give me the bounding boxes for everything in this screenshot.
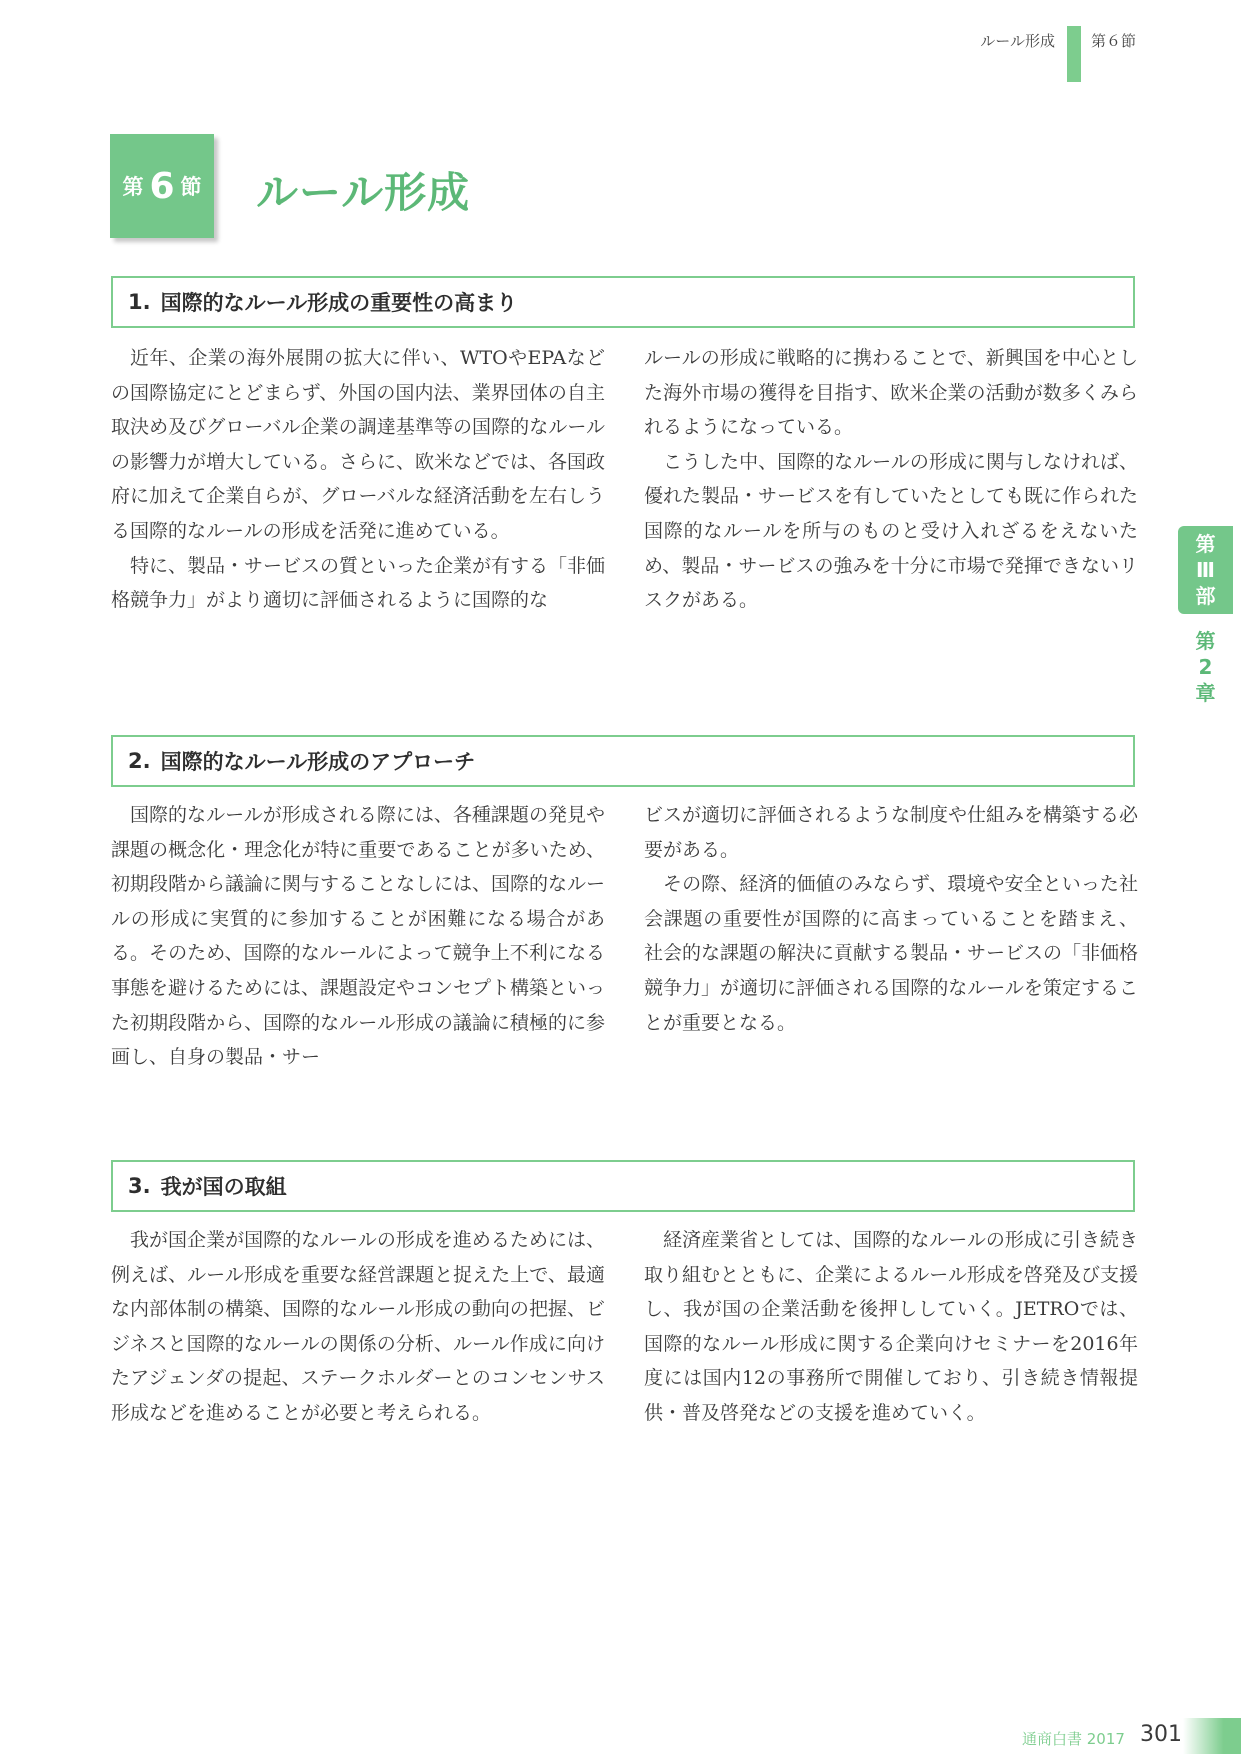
section-1-title: 国際的なルール形成の重要性の高まり (160, 291, 518, 315)
section-3-right-paragraph-1: 経済産業省としては、国際的なルールの形成に引き続き取り組むとともに、企業によるルール形成を啓発及び支援し、我が国の企業活動を後押ししていく。JETROでは、国際的なルール形成に関する企業向けセミナーを2016年度には国内12の事務所で開催しており、引き続き情報提供・普及啓発などの支援を進めていく。 (644, 1229, 1138, 1424)
badge-number: 6 (149, 165, 175, 207)
section-1-right-paragraph-1: ルールの形成に戦略的に携わることで、新興国を中心とした海外市場の獲得を目指す、欧米企業の活動が数多くみられるようになっている。 (644, 347, 1138, 439)
section-2-right-paragraph-1: ビスが適切に評価されるような制度や仕組みを構築する必要がある。 (644, 804, 1139, 861)
page-title: ルール形成 (256, 168, 471, 217)
running-header-section-name: ルール形成 (980, 32, 1055, 50)
section-2-left-column (111, 798, 605, 1075)
section-3-left-column (111, 1223, 605, 1431)
running-header-bar (1067, 26, 1081, 82)
page-footer (1010, 1718, 1241, 1754)
page-number: 301 (1140, 1722, 1182, 1747)
section-3-number: 3. (128, 1174, 151, 1198)
section-2-number: 2. (128, 749, 151, 773)
section-3-left-paragraph-1: 我が国企業が国際的なルールの形成を進めるためには、例えば、ルール形成を重要な経営課題と捉えた上で、最適な内部体制の構築、国際的なルール形成の動向の把握、ビジネスと国際的なルールの関係の分析、ルール作成に向けたアジェンダの提起、ステークホルダーとのコンセンサス形成などを進めることが必要と考えられる。 (111, 1229, 605, 1424)
section-2-heading (111, 735, 1135, 787)
section-1-left-paragraph-2: 特に、製品・サービスの質といった企業が有する「非価格競争力」がより適切に評価されるように国際的な (111, 554, 606, 612)
side-tab-chapter (1178, 628, 1233, 706)
section-2-title: 国際的なルール形成のアプローチ (160, 750, 476, 774)
section-1-right-paragraph-2: こうした中、国際的なルールの形成に関与しなければ、優れた製品・サービスを有していたとしても既に作られた国際的なルールを所与のものと受け入れざるをえないため、製品・サービスの強みを十分に市場で発揮できないリスクがある。 (644, 450, 1139, 612)
section-2-right-paragraph-2: その際、経済的価値のみならず、環境や安全といった社会課題の重要性が国際的に高まっていることを踏まえ、社会的な課題の解決に貢献する製品・サービスの「非価格競争力」が適切に評価される国際的なルールを策定することが重要となる。 (644, 873, 1139, 1034)
section-1-number: 1. (128, 290, 151, 314)
side-tab-chapter-char-2: 2 (1198, 655, 1213, 679)
footer-gradient-bar (1183, 1718, 1241, 1754)
badge-prefix: 第 (122, 175, 144, 199)
section-2-right-column (644, 798, 1138, 1040)
side-tab-part (1178, 526, 1233, 614)
section-3-right-column (644, 1223, 1138, 1431)
section-1-heading (111, 276, 1135, 328)
section-3-heading (111, 1160, 1135, 1212)
running-header (960, 26, 1160, 56)
section-badge (110, 134, 214, 238)
section-3-title: 我が国の取組 (160, 1175, 287, 1199)
section-1-right-column (644, 341, 1138, 618)
side-tab-part-char-2: Ⅲ (1196, 558, 1215, 582)
side-tab-chapter-char-1: 第 (1195, 629, 1216, 653)
running-header-section-number: 第６節 (1091, 32, 1137, 50)
section-1-left-column (111, 341, 605, 618)
section-2-left-paragraph-1: 国際的なルールが形成される際には、各種課題の発見や課題の概念化・理念化が特に重要であることが多いため、初期段階から議論に関与することなしには、国際的なルールの形成に実質的に参加することが困難になる場合がある。そのため、国際的なルールによって競争上不利になる事態を避けるためには、課題設定やコンセプト構築といった初期段階から、国際的なルール形成の議論に積極的に参画し、自身の製品・サー (111, 804, 606, 1069)
badge-suffix: 節 (180, 175, 202, 199)
side-tab-part-char-1: 第 (1195, 532, 1216, 556)
side-tab-chapter-char-3: 章 (1195, 681, 1216, 705)
side-tab-part-char-3: 部 (1195, 584, 1216, 608)
section-1-left-paragraph-1: 近年、企業の海外展開の拡大に伴い、WTOやEPAなどの国際協定にとどまらず、外国の国内法、業界団体の自主取決め及びグローバル企業の調達基準等の国際的なルールの影響力が増大している。さらに、欧米などでは、各国政府に加えて企業自らが、グローバルな経済活動を左右しうる国際的なルールの形成を活発に進めている。 (111, 347, 606, 542)
publication-name: 通商白書 2017 (1022, 1730, 1125, 1748)
